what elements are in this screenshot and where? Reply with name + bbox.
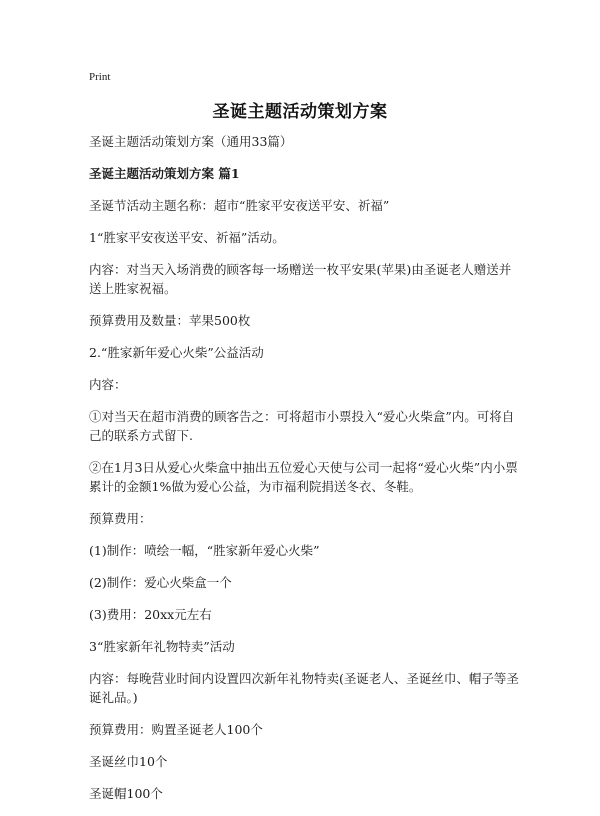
paragraph: ②在1月3日从爱心火柴盒中抽出五位爱心天使与公司一起将“爱心火柴”内小票累计的金额1%做为爱心公益，为市福利院捐送冬衣、冬鞋。 bbox=[89, 460, 518, 494]
section-heading: 圣诞主题活动策划方案 篇1 bbox=[89, 166, 240, 181]
print-link[interactable]: Print bbox=[89, 71, 111, 83]
paragraph: 预算费用： bbox=[89, 511, 152, 526]
paragraph: 圣诞丝巾10个 bbox=[89, 754, 168, 769]
paragraph: 1“胜家平安夜送平安、祈福”活动。 bbox=[89, 230, 285, 245]
paragraph: ①对当天在超市消费的顾客告之：可将超市小票投入“爱心火柴盒”内。可将自己的联系方式留下. bbox=[89, 409, 515, 443]
paragraph: 内容：对当天入场消费的顾客每一场赠送一枚平安果(苹果)由圣诞老人赠送并送上胜家祝福。 bbox=[89, 262, 512, 296]
paragraph: 内容： bbox=[89, 377, 127, 392]
paragraph: 圣诞帽100个 bbox=[89, 786, 163, 801]
paragraph: 预算费用及数量：苹果500枚 bbox=[89, 313, 251, 328]
paragraph: 圣诞节活动主题名称：超市“胜家平安夜送平安、祈福” bbox=[89, 198, 390, 213]
paragraph: 3“胜家新年礼物特卖”活动 bbox=[89, 639, 235, 654]
document-body bbox=[89, 132, 521, 816]
paragraph: 内容：每晚营业时间内设置四次新年礼物特卖(圣诞老人、圣诞丝巾、帽子等圣诞礼品。) bbox=[89, 671, 519, 705]
paragraph: (3)费用：20xx元左右 bbox=[89, 607, 212, 622]
paragraph: (2)制作：爱心火柴盒一个 bbox=[89, 575, 232, 590]
page-title: 圣诞主题活动策划方案 bbox=[212, 102, 388, 122]
paragraph: 预算费用：购置圣诞老人100个 bbox=[89, 722, 263, 737]
paragraph: (1)制作：喷绘一幅，“胜家新年爱心火柴” bbox=[89, 543, 320, 558]
document-subtitle: 圣诞主题活动策划方案（通用33篇） bbox=[89, 134, 293, 149]
paragraph: 2.“胜家新年爱心火柴”公益活动 bbox=[89, 345, 264, 360]
